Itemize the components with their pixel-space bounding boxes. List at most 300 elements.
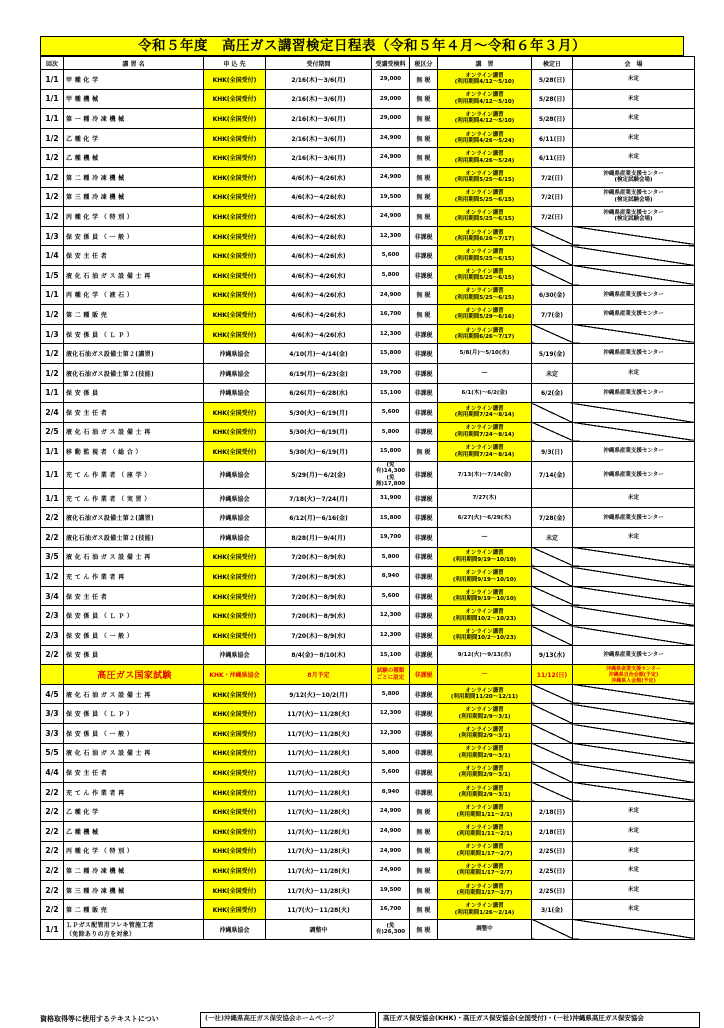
cell-fee: 31,900 — [372, 488, 410, 508]
table-row — [41, 246, 695, 266]
table-row — [41, 567, 695, 587]
cell-kai: 1/1 — [41, 442, 64, 462]
cell-period: 2/16(木)～3/6(月) — [266, 128, 372, 148]
cell-tax: 非課税 — [410, 665, 438, 685]
cell-course-name: 液化石油ガス設備士第２(講習) — [64, 344, 204, 364]
cell-apply-to: 沖縄県協会 — [204, 363, 266, 383]
cell-course: オンライン講習 (利用期間11/20～12/11) — [438, 684, 532, 704]
cell-fee: 24,900 — [372, 841, 410, 861]
cell-venue: 沖縄県産業支援センター — [573, 344, 695, 364]
cell-exam-date: 7/28(金) — [532, 508, 573, 528]
cell-tax: 非課税 — [410, 782, 438, 802]
cell-apply-to: KHK・沖縄県協会 — [204, 665, 266, 685]
cell-tax: 無 税 — [410, 821, 438, 841]
cell-venue: 沖縄県産業支援センター 沖縄県自治会館(予定) 沖縄県人会館(予定) — [573, 665, 695, 685]
header-course-name: 講 習 名 — [64, 57, 204, 70]
cell-venue-slash — [573, 606, 695, 626]
cell-exam-date: 7/2(日) — [532, 187, 573, 207]
cell-tax: 無 税 — [410, 880, 438, 900]
cell-venue-slash — [573, 246, 695, 266]
cell-fee: 19,500 — [372, 880, 410, 900]
cell-venue: 未定 — [573, 148, 695, 168]
cell-exam-date-slash — [532, 763, 573, 783]
cell-fee: 24,900 — [372, 167, 410, 187]
cell-venue: 沖縄県産業支援センター (検定試験会場) — [573, 187, 695, 207]
cell-period: 5/29(月)～6/2(金) — [266, 461, 372, 488]
cell-tax: 非課税 — [410, 422, 438, 442]
schedule-table — [40, 56, 695, 940]
cell-period: 5/30(火)～6/19(月) — [266, 403, 372, 423]
cell-tax: 非課税 — [410, 508, 438, 528]
cell-apply-to: KHK(全国受付) — [204, 403, 266, 423]
cell-fee: 16,700 — [372, 305, 410, 325]
cell-apply-to: 沖縄県協会 — [204, 508, 266, 528]
cell-course: オンライン講習 (利用期間5/25～6/15) — [438, 246, 532, 266]
cell-kai: 1/1 — [41, 70, 64, 90]
cell-fee: 24,900 — [372, 802, 410, 822]
cell-period: 2/16(木)～3/6(月) — [266, 109, 372, 129]
exam-row — [41, 665, 695, 685]
cell-apply-to: 沖縄県協会 — [204, 528, 266, 548]
table-row — [41, 528, 695, 548]
cell-period: 6/26(月)～6/28(水) — [266, 383, 372, 403]
table-header-row — [41, 57, 695, 70]
cell-kai — [41, 665, 64, 685]
cell-period: 8/28(月)～9/4(月) — [266, 528, 372, 548]
cell-tax: 非課税 — [410, 684, 438, 704]
cell-course-name: 第 一 種 冷 凍 機 械 — [64, 109, 204, 129]
cell-course-name: 保 安 係 員 （ 一 般 ） — [64, 626, 204, 646]
cell-period: 2/16(木)～3/6(月) — [266, 70, 372, 90]
cell-apply-to: KHK(全国受付) — [204, 167, 266, 187]
cell-apply-to: 沖縄県協会 — [204, 383, 266, 403]
table-row — [41, 861, 695, 881]
cell-period: 5/30(火)～6/19(月) — [266, 442, 372, 462]
cell-exam-date: 5/28(日) — [532, 109, 573, 129]
cell-tax: 無 税 — [410, 207, 438, 227]
table-row — [41, 285, 695, 305]
cell-fee: 24,900 — [372, 285, 410, 305]
cell-fee: 24,900 — [372, 207, 410, 227]
cell-apply-to: 沖縄県協会 — [204, 488, 266, 508]
cell-kai: 3/3 — [41, 724, 64, 744]
table-row — [41, 488, 695, 508]
cell-period: 11/7(火)～11/28(火) — [266, 724, 372, 744]
cell-period: 2/16(木)～3/6(月) — [266, 148, 372, 168]
cell-apply-to: KHK(全国受付) — [204, 841, 266, 861]
cell-exam-date-slash — [532, 919, 573, 939]
cell-course: オンライン講習 (利用期間7/24～8/14) — [438, 422, 532, 442]
cell-course-name: 第 三 種 冷 凍 機 械 — [64, 187, 204, 207]
cell-apply-to: KHK(全国受付) — [204, 743, 266, 763]
cell-venue: 沖縄県産業支援センター — [573, 508, 695, 528]
cell-kai: 1/1 — [41, 89, 64, 109]
cell-kai: 2/3 — [41, 606, 64, 626]
cell-course: 7/27(木) — [438, 488, 532, 508]
cell-course: オンライン講習 (利用期間4/26～5/24) — [438, 128, 532, 148]
cell-kai: 1/1 — [41, 383, 64, 403]
cell-fee: (免有)14,300 (免無)17,800 — [372, 461, 410, 488]
cell-kai: 1/1 — [41, 461, 64, 488]
cell-fee: (免有)26,300 — [372, 919, 410, 939]
cell-course: オンライン講習 (利用期間5/29～6/16) — [438, 305, 532, 325]
header-fee: 受講受検料 — [372, 57, 410, 70]
cell-apply-to: KHK(全国受付) — [204, 207, 266, 227]
cell-apply-to: 沖縄県協会 — [204, 919, 266, 939]
cell-period: 11/7(火)～11/28(火) — [266, 880, 372, 900]
cell-fee: 試験の種類 ごとに設定 — [372, 665, 410, 685]
cell-course-name: 第 二 種 販 売 — [64, 305, 204, 325]
cell-apply-to: KHK(全国受付) — [204, 802, 266, 822]
cell-kai: 1/5 — [41, 265, 64, 285]
cell-period: 4/10(月)～4/14(金) — [266, 344, 372, 364]
table-row — [41, 148, 695, 168]
cell-venue: 未定 — [573, 841, 695, 861]
cell-venue-slash — [573, 403, 695, 423]
cell-exam-date: 3/1(金) — [532, 900, 573, 920]
cell-course: オンライン講習 (利用期間9/19～10/10) — [438, 567, 532, 587]
cell-course: ― — [438, 363, 532, 383]
table-row — [41, 606, 695, 626]
cell-period: 7/18(火)～7/24(月) — [266, 488, 372, 508]
header-venue: 会 場 — [573, 57, 695, 70]
table-row — [41, 344, 695, 364]
cell-venue-slash — [573, 724, 695, 744]
cell-course-name: 液化石油ガス設備士第２(講習) — [64, 508, 204, 528]
cell-course: 5/8(月)～5/10(水) — [438, 344, 532, 364]
cell-course: オンライン講習 (利用期間2/9～3/1) — [438, 724, 532, 744]
table-row — [41, 704, 695, 724]
cell-course-name: 液化石油ガス設備士第２(技能) — [64, 528, 204, 548]
cell-period: 4/6(木)～4/26(水) — [266, 246, 372, 266]
cell-tax: 無 税 — [410, 861, 438, 881]
cell-course: オンライン講習 (利用期間4/26～5/24) — [438, 148, 532, 168]
cell-kai: 1/2 — [41, 148, 64, 168]
cell-exam-date-slash — [532, 782, 573, 802]
cell-fee: 12,300 — [372, 626, 410, 646]
cell-apply-to: KHK(全国受付) — [204, 606, 266, 626]
cell-venue: 未定 — [573, 488, 695, 508]
table-row — [41, 207, 695, 227]
cell-kai: 1/2 — [41, 305, 64, 325]
cell-venue-slash — [573, 782, 695, 802]
cell-apply-to: KHK(全国受付) — [204, 70, 266, 90]
cell-course: オンライン講習 (利用期間9/19～10/10) — [438, 547, 532, 567]
cell-venue: 未定 — [573, 128, 695, 148]
cell-fee: 12,300 — [372, 704, 410, 724]
table-row — [41, 626, 695, 646]
table-row — [41, 70, 695, 90]
cell-kai: 5/5 — [41, 743, 64, 763]
cell-apply-to: KHK(全国受付) — [204, 187, 266, 207]
cell-apply-to: KHK(全国受付) — [204, 109, 266, 129]
cell-fee: 12,300 — [372, 226, 410, 246]
page-title: 令和５年度 高圧ガス講習検定日程表（令和５年４月～令和６年３月） — [40, 36, 684, 56]
cell-course-name: 丙 種 化 学 （ 特 別 ） — [64, 841, 204, 861]
cell-apply-to: KHK(全国受付) — [204, 226, 266, 246]
cell-fee: 5,800 — [372, 422, 410, 442]
cell-exam-date: 9/3(日) — [532, 442, 573, 462]
cell-exam-date: 6/11(日) — [532, 128, 573, 148]
cell-course-name: 保 安 主 任 者 — [64, 246, 204, 266]
cell-fee: 5,600 — [372, 403, 410, 423]
cell-exam-date: 5/28(日) — [532, 89, 573, 109]
cell-tax: 非課税 — [410, 763, 438, 783]
cell-course: 6/27(火)～6/29(木) — [438, 508, 532, 528]
cell-exam-date-slash — [532, 626, 573, 646]
cell-kai: 1/2 — [41, 363, 64, 383]
cell-exam-date: 2/18(日) — [532, 802, 573, 822]
cell-period: 5/30(火)～6/19(月) — [266, 422, 372, 442]
cell-course: オンライン講習 (利用期間1/17～2/7) — [438, 841, 532, 861]
cell-apply-to: KHK(全国受付) — [204, 880, 266, 900]
cell-kai: 1/1 — [41, 109, 64, 129]
cell-venue: 未定 — [573, 89, 695, 109]
cell-course: オンライン講習 (利用期間1/11～2/1) — [438, 802, 532, 822]
cell-kai: 2/2 — [41, 528, 64, 548]
cell-tax: 非課税 — [410, 547, 438, 567]
cell-exam-date: 未定 — [532, 528, 573, 548]
cell-tax: 非課税 — [410, 461, 438, 488]
cell-course-name: 液 化 石 油 ガ ス 設 備 士 再 — [64, 684, 204, 704]
header-apply-to: 申 込 先 — [204, 57, 266, 70]
cell-tax: 無 税 — [410, 167, 438, 187]
cell-venue: 未定 — [573, 861, 695, 881]
table-row — [41, 383, 695, 403]
cell-tax: 無 税 — [410, 285, 438, 305]
cell-tax: 無 税 — [410, 900, 438, 920]
cell-course-name: 保 安 主 任 者 — [64, 403, 204, 423]
table-row — [41, 880, 695, 900]
cell-course-name: 保 安 係 員 （ Ｌ Ｐ ） — [64, 324, 204, 344]
cell-apply-to: KHK(全国受付) — [204, 724, 266, 744]
table-row — [41, 645, 695, 665]
cell-course: オンライン講習 (利用期間9/19～10/10) — [438, 586, 532, 606]
cell-course: オンライン講習 (利用期間1/17～2/7) — [438, 880, 532, 900]
cell-course-name: 乙 種 機 械 — [64, 148, 204, 168]
cell-fee: 29,000 — [372, 70, 410, 90]
cell-period: 7/20(木)～8/9(水) — [266, 547, 372, 567]
footer-organizations: 高圧ガス保安協会(KHK)・高圧ガス保安協会(全国受付)・(一社)沖縄県高圧ガス保安協会 — [378, 1012, 700, 1028]
table-row — [41, 743, 695, 763]
cell-fee: 16,700 — [372, 900, 410, 920]
cell-exam-date-slash — [532, 265, 573, 285]
cell-apply-to: KHK(全国受付) — [204, 567, 266, 587]
cell-kai: 2/3 — [41, 626, 64, 646]
cell-tax: 無 税 — [410, 109, 438, 129]
cell-kai: 2/2 — [41, 645, 64, 665]
cell-venue: 未定 — [573, 109, 695, 129]
cell-course-name: 液 化 石 油 ガ ス 設 備 士 再 — [64, 422, 204, 442]
cell-kai: 2/2 — [41, 880, 64, 900]
cell-tax: 無 税 — [410, 128, 438, 148]
cell-course-name: 保 安 主 任 者 — [64, 586, 204, 606]
table-row — [41, 802, 695, 822]
cell-tax: 無 税 — [410, 187, 438, 207]
cell-fee: 5,600 — [372, 763, 410, 783]
cell-tax: 非課税 — [410, 743, 438, 763]
cell-fee: 15,100 — [372, 645, 410, 665]
cell-apply-to: KHK(全国受付) — [204, 285, 266, 305]
cell-fee: 5,600 — [372, 586, 410, 606]
cell-venue: 沖縄県産業支援センター — [573, 645, 695, 665]
cell-kai: 3/5 — [41, 547, 64, 567]
cell-venue-slash — [573, 567, 695, 587]
cell-course-name: 液 化 石 油 ガ ス 設 備 士 再 — [64, 743, 204, 763]
table-row — [41, 684, 695, 704]
cell-tax: 非課税 — [410, 606, 438, 626]
cell-course: オンライン講習 (利用期間4/12～5/10) — [438, 70, 532, 90]
cell-kai: 2/2 — [41, 508, 64, 528]
cell-tax: 非課税 — [410, 724, 438, 744]
cell-venue-slash — [573, 265, 695, 285]
cell-apply-to: KHK(全国受付) — [204, 442, 266, 462]
cell-course: 6/1(木)～6/2(金) — [438, 383, 532, 403]
cell-period: 11/7(火)～11/28(火) — [266, 782, 372, 802]
cell-course: オンライン講習 (利用期間2/9～3/1) — [438, 704, 532, 724]
cell-course-name: 保 安 係 員 — [64, 383, 204, 403]
cell-period: 6/19(月)～6/23(金) — [266, 363, 372, 383]
cell-course: オンライン講習 (利用期間1/17～2/7) — [438, 861, 532, 881]
cell-course-name: 液 化 石 油 ガ ス 設 備 士 再 — [64, 265, 204, 285]
cell-period: 4/6(木)～4/26(水) — [266, 187, 372, 207]
cell-course-name: 甲 種 化 学 — [64, 70, 204, 90]
table-row — [41, 586, 695, 606]
cell-period: 7/20(木)～8/9(水) — [266, 586, 372, 606]
cell-period: 7/20(木)～8/9(水) — [266, 626, 372, 646]
cell-kai: 1/1 — [41, 488, 64, 508]
cell-course-name: 移 動 監 視 者 （ 総 合 ） — [64, 442, 204, 462]
cell-exam-date: 2/25(日) — [532, 861, 573, 881]
cell-kai: 1/2 — [41, 187, 64, 207]
cell-course-name: 丙 種 化 学 （ 液 石 ） — [64, 285, 204, 305]
table-row — [41, 821, 695, 841]
cell-tax: 非課税 — [410, 344, 438, 364]
cell-fee: 5,800 — [372, 684, 410, 704]
table-row — [41, 461, 695, 488]
footer-homepage-link[interactable]: (一社)沖縄県高圧ガス保安協会ホームページ — [200, 1012, 376, 1028]
cell-venue: 未定 — [573, 528, 695, 548]
cell-course-name: 乙 種 化 学 — [64, 128, 204, 148]
cell-course: オンライン講習 (利用期間2/9～3/1) — [438, 763, 532, 783]
cell-exam-date-slash — [532, 724, 573, 744]
cell-apply-to: KHK(全国受付) — [204, 684, 266, 704]
cell-apply-to: KHK(全国受付) — [204, 265, 266, 285]
table-row — [41, 167, 695, 187]
header-kai: 回次 — [41, 57, 64, 70]
cell-fee: 19,500 — [372, 187, 410, 207]
cell-period: 4/6(木)～4/26(水) — [266, 207, 372, 227]
cell-venue-slash — [573, 586, 695, 606]
cell-fee: 15,800 — [372, 442, 410, 462]
cell-course: 7/13(木)～7/14(金) — [438, 461, 532, 488]
cell-exam-date: 6/30(金) — [532, 285, 573, 305]
cell-venue: 未定 — [573, 821, 695, 841]
cell-course: ― — [438, 665, 532, 685]
cell-tax: 非課税 — [410, 645, 438, 665]
cell-course-name: 甲 種 機 械 — [64, 89, 204, 109]
table-row — [41, 89, 695, 109]
footer-text-note: 資格取得等に使用するテキストについ — [40, 1015, 159, 1023]
cell-exam-date: 5/19(金) — [532, 344, 573, 364]
cell-course-name: 充 て ん 作 業 者 （ 実 習 ） — [64, 488, 204, 508]
cell-course-name: 第 二 種 販 売 — [64, 900, 204, 920]
cell-venue-slash — [573, 763, 695, 783]
cell-tax: 無 税 — [410, 841, 438, 861]
cell-kai: 2/2 — [41, 841, 64, 861]
cell-venue-slash — [573, 422, 695, 442]
cell-fee: 19,700 — [372, 528, 410, 548]
schedule-body — [41, 70, 695, 940]
cell-apply-to: KHK(全国受付) — [204, 89, 266, 109]
cell-course-name: 第 二 種 冷 凍 機 械 — [64, 167, 204, 187]
cell-fee: 5,800 — [372, 547, 410, 567]
cell-course-name: 保 安 係 員 （ Ｌ Ｐ ） — [64, 606, 204, 626]
cell-period: 8/4(金)～8/10(木) — [266, 645, 372, 665]
cell-course: オンライン講習 (利用期間4/12～5/10) — [438, 109, 532, 129]
cell-fee: 24,900 — [372, 861, 410, 881]
cell-exam-date-slash — [532, 704, 573, 724]
cell-course-name: 高圧ガス国家試験 — [64, 665, 204, 685]
cell-tax: 非課税 — [410, 626, 438, 646]
cell-period: 9/12(火)～10/2(月) — [266, 684, 372, 704]
cell-course: オンライン講習 (利用期間2/9～3/1) — [438, 782, 532, 802]
cell-exam-date-slash — [532, 547, 573, 567]
cell-kai: 1/2 — [41, 128, 64, 148]
cell-course-name: 充 て ん 作 業 者 （ 座 学 ） — [64, 461, 204, 488]
cell-course-name: 乙 種 機 械 — [64, 821, 204, 841]
cell-apply-to: KHK(全国受付) — [204, 324, 266, 344]
cell-exam-date-slash — [532, 226, 573, 246]
cell-apply-to: KHK(全国受付) — [204, 586, 266, 606]
cell-course: オンライン講習 (利用期間10/2～10/23) — [438, 626, 532, 646]
cell-kai: 1/3 — [41, 324, 64, 344]
cell-course-name: 第 二 種 冷 凍 機 械 — [64, 861, 204, 881]
cell-tax: 非課税 — [410, 488, 438, 508]
cell-venue: 沖縄県産業支援センター — [573, 305, 695, 325]
cell-period: 11/7(火)～11/28(火) — [266, 821, 372, 841]
cell-exam-date: 7/2(日) — [532, 167, 573, 187]
table-row — [41, 900, 695, 920]
cell-venue: 未定 — [573, 880, 695, 900]
cell-course: オンライン講習 (利用期間7/24～8/14) — [438, 442, 532, 462]
cell-exam-date: 7/7(金) — [532, 305, 573, 325]
cell-venue: 沖縄県産業支援センター (検定試験会場) — [573, 207, 695, 227]
cell-venue: 沖縄県産業支援センター — [573, 383, 695, 403]
cell-apply-to: 沖縄県協会 — [204, 645, 266, 665]
cell-exam-date-slash — [532, 403, 573, 423]
cell-course: オンライン講習 (利用期間10/2～10/23) — [438, 606, 532, 626]
cell-tax: 非課税 — [410, 383, 438, 403]
cell-course-name: ＬＰガス配管用フレキ管施工者 （免除ありの方を対象） — [64, 919, 204, 939]
cell-course-name: 保 安 係 員 （ 一 般 ） — [64, 724, 204, 744]
cell-apply-to: KHK(全国受付) — [204, 763, 266, 783]
cell-period: 7/20(木)～8/9(水) — [266, 567, 372, 587]
cell-apply-to: KHK(全国受付) — [204, 626, 266, 646]
cell-exam-date: 5/28(日) — [532, 70, 573, 90]
cell-period: 11/7(火)～11/28(火) — [266, 802, 372, 822]
table-row — [41, 547, 695, 567]
cell-kai: 1/4 — [41, 246, 64, 266]
cell-fee: 12,300 — [372, 606, 410, 626]
cell-tax: 無 税 — [410, 802, 438, 822]
table-row — [41, 782, 695, 802]
cell-kai: 2/5 — [41, 422, 64, 442]
cell-venue-slash — [573, 547, 695, 567]
cell-kai: 2/2 — [41, 782, 64, 802]
cell-tax: 無 税 — [410, 89, 438, 109]
cell-period: 4/6(木)～4/26(水) — [266, 324, 372, 344]
